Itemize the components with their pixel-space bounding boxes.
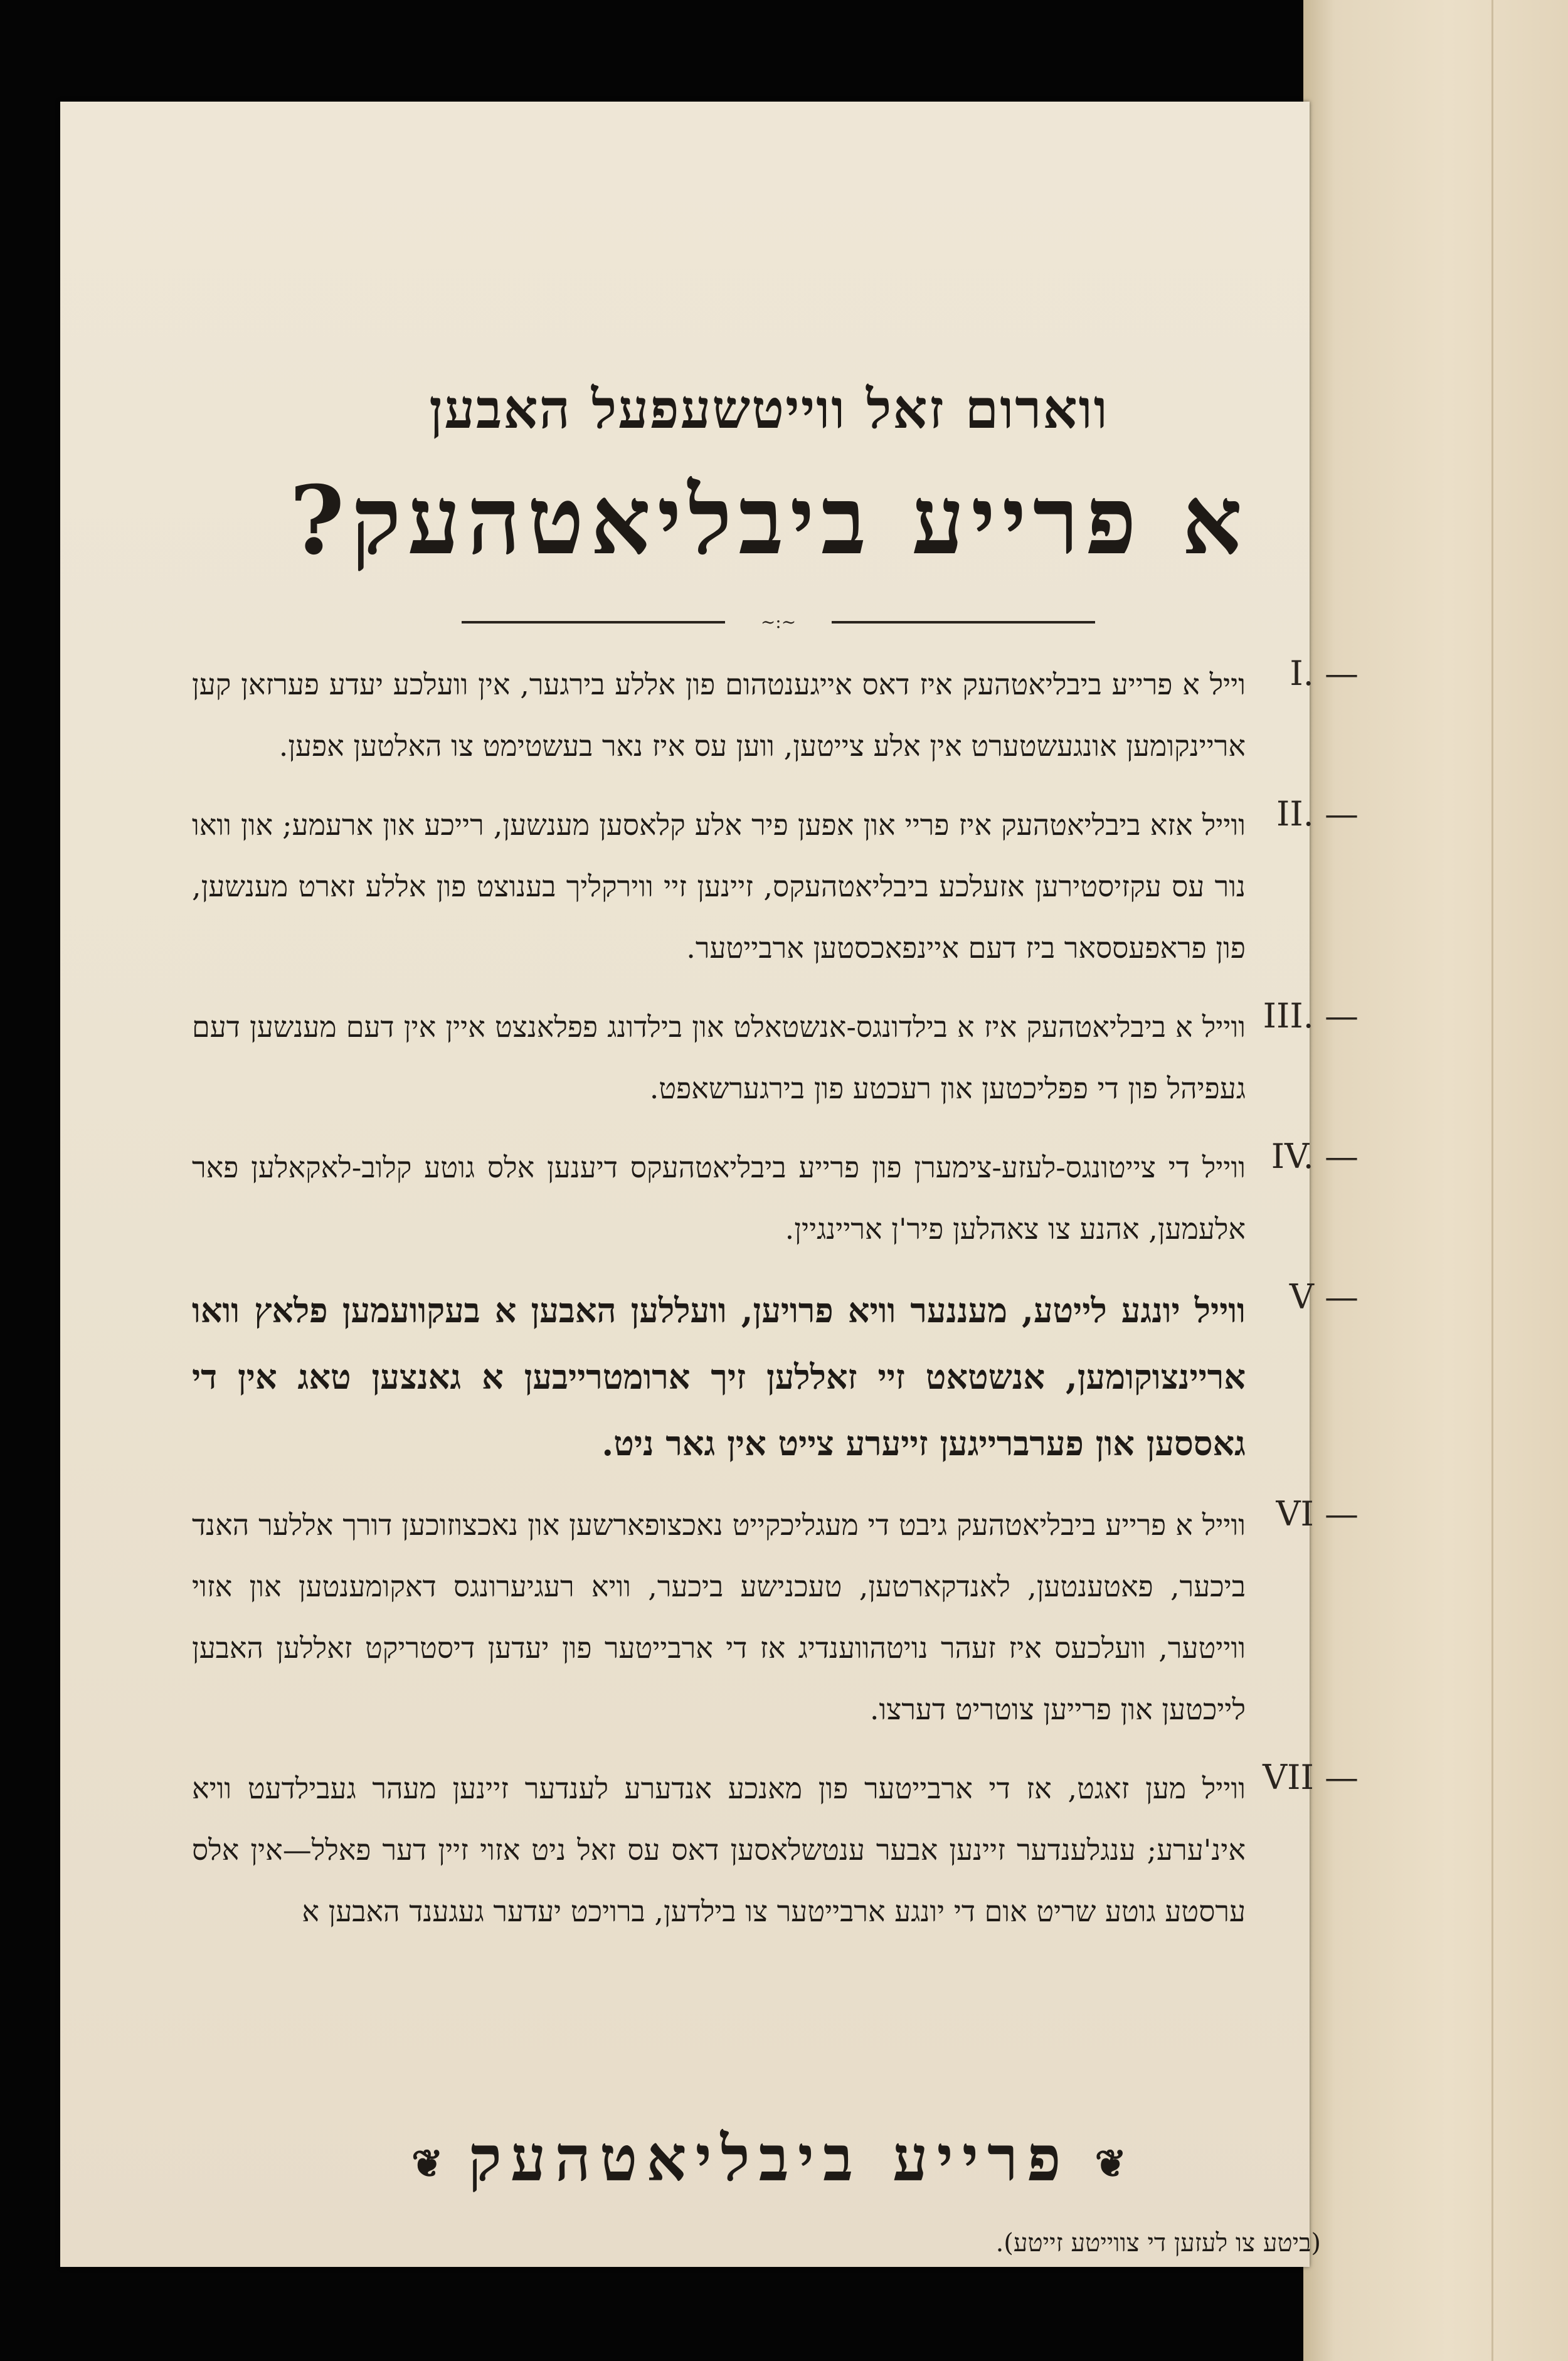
reason-item bbox=[192, 1494, 1359, 1740]
turn-page-note: (ביטע צו לעזען די צווייטע זייטע). bbox=[995, 2229, 1321, 2258]
reason-item bbox=[192, 1758, 1359, 1942]
leaflet-page bbox=[60, 102, 1359, 2267]
reason-number: III. — bbox=[1263, 996, 1359, 1036]
reason-item bbox=[192, 794, 1359, 979]
reason-text: ווייל א פרייע ביבליאטהעק גיבט די מעגליכקייט נאכצופארשען און נאכצוזוכען דורך אללער האנד ביכער, פאטענטען, לאנדקארטען, טעכנישע ביכער, וויא רעגיערונגס דאקומענטען און אזוי ווייטער, וועלכעס איז זעהר נויטהווענדיג אז די ארבייטער פון יעדען דיסטריקט זאללען האבען לייכטען און פרייען צוטריט דערצו. bbox=[192, 1508, 1246, 1726]
reason-item bbox=[192, 1277, 1359, 1477]
reason-text: ווייל יונגע לייטע, מעננער וויא פרויען, וועללען האבען א בעקוועמען פלאץ וואו אריינצוקומען, אנשטאט זיי זאללען זיך ארומטרייבען א גאנצען טאג אין די גאססען און פערברייגען זייערע צייט אין גאר ניט. bbox=[192, 1290, 1246, 1463]
reason-number: I. — bbox=[1290, 654, 1359, 693]
reason-number: VI — bbox=[1276, 1494, 1359, 1534]
floral-ornament-icon: ❦ bbox=[1094, 2142, 1126, 2187]
closing-text: פרייע ביבליאטהעק bbox=[468, 2121, 1070, 2195]
divider-line-right bbox=[832, 621, 1095, 623]
reason-item bbox=[192, 654, 1359, 777]
reason-number: V — bbox=[1289, 1277, 1359, 1317]
reason-item bbox=[192, 996, 1359, 1119]
reason-text: ווייל אזא ביבליאטהעק איז פריי און אפען פיר אלע קלאסען מענשען, רייכע און ארעמע; און וואו נור עס עקזיסטירען אזעלכע ביבליאטהעקס, זיינען זיי ווירקליך בענוצט פון אללע זארט מענשען, פון פראפעססאר ביז דעם איינפאכסטען ארבייטער. bbox=[192, 808, 1246, 965]
leaflet-content bbox=[192, 378, 1365, 2272]
reason-number: II. — bbox=[1276, 794, 1359, 834]
leaflet-headline: א פרייע ביבליאטהעק? bbox=[289, 465, 1249, 576]
reason-text: ווייל מען זאגט, אז די ארבייטער פון מאנכע אנדערע לענדער זיינען מעהר געבילדעט וויא אינ'ערע; ענגלענדער זיינען אבער ענטשלאסען דאס עס זאל ניט אזוי זיין דער פאלל—אין אלס ערסטע גוטע שריט אום די יונגע ארבייטער צו בילדען, ברויכט יעדער געגענד האבען א bbox=[192, 1771, 1246, 1928]
reasons-list bbox=[192, 654, 1359, 1960]
reason-number: VII — bbox=[1263, 1758, 1359, 1797]
floral-ornament-icon: ❦ bbox=[411, 2142, 443, 2187]
ornamental-divider bbox=[462, 610, 1095, 635]
divider-line-left bbox=[462, 621, 725, 623]
reason-text: ווייל די צייטונגס-לעזע-צימערן פון פרייע ביבליאטהעקס דיענען אלס גוטע קלוב-לאקאלען פאר אלעמען, אהנע צו צאהלען פיר'ן אריינגיין. bbox=[192, 1150, 1246, 1246]
divider-ornament: ~:~ bbox=[760, 612, 797, 632]
reason-item bbox=[192, 1137, 1359, 1260]
reason-number: IV. — bbox=[1271, 1137, 1359, 1176]
reason-text: וייל א פרייע ביבליאטהעק איז דאס אייגענטהום פון אללע בירגער, אין וועלכע יעדע פערזאן קען אריינקומען אונגעשטערט אין אלע צייטען, ווען עס איז נאר בעשטימט צו האלטען אפען. bbox=[192, 667, 1246, 763]
page-fold-line bbox=[1491, 0, 1493, 2361]
leaflet-title: ווארום זאל ווייטשעפעל האבען bbox=[429, 378, 1109, 441]
closing-headline bbox=[192, 2121, 1346, 2195]
reason-text: ווייל א ביבליאטהעק איז א בילדונגס-אנשטאלט און בילדונג פפלאנצט איין אין דעם מענשען דעם געפיהל פון די פפליכטען און רעכטע פון בירגערשאפט. bbox=[192, 1010, 1246, 1105]
